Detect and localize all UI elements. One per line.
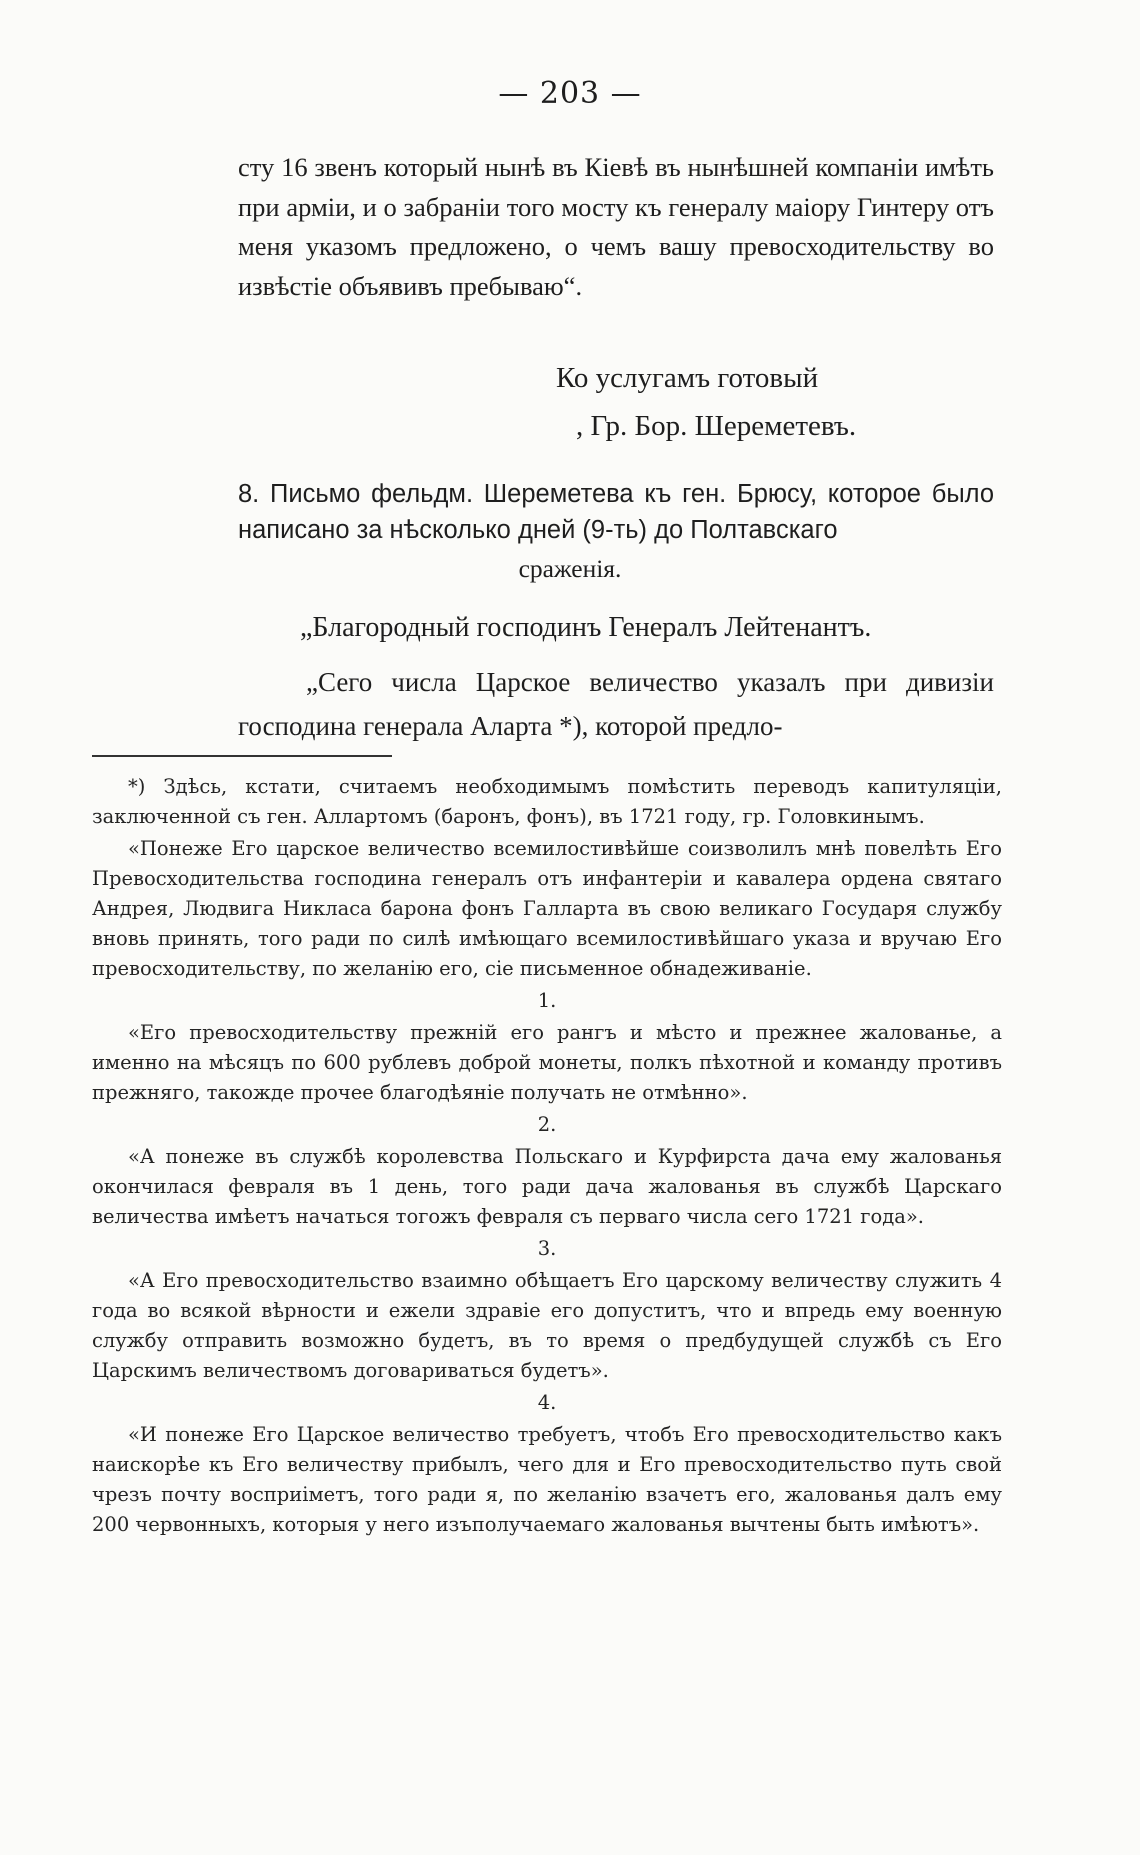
article-text: «Его превосходительству прежнiй его рангъ и мѣсто и прежнее жалованье, а именно на мѣсяцъ по 600 рублевъ доброй монеты, полкъ пѣхотной и команду противъ прежняго, такожде прочее благодѣянiе получать не отмѣнно».	[92, 1021, 1002, 1104]
footnote-intro: *) Здѣсь, кстати, считаемъ необходимымъ помѣстить переводъ капитуляцiи, заключенной съ ген. Аллартомъ (баронъ, фонъ), въ 1721 году, гр. Головкинымъ.	[92, 775, 1002, 828]
section-heading: 8. Письмо фельдм. Шереметева къ ген. Брюсу, которое было написано за нѣсколько дней (9-ть) до Полтавскаго	[238, 480, 994, 544]
signature-name: , Гр. Бор. Шереметевъ.	[576, 410, 857, 442]
article-number: 4.	[537, 1391, 557, 1414]
signature-closing: Ко услугамъ готовый	[556, 362, 819, 394]
section-heading-end: сраженiя.	[518, 554, 622, 583]
letter-body	[238, 148, 994, 306]
footnote-divider	[92, 755, 392, 757]
article-text: «И понеже Его Царское величество требуетъ, чтобъ Его превосходительство какъ наискорѣе къ Его величеству прибылъ, чего для и Его превосходительство путь свой чрезъ почту восприiметъ, того ради я, по желанiю взачетъ его, жалованья далъ ему 200 червонныхъ, которыя у него изъполучаемаго жалованья вычтены быть имѣютъ».	[92, 1423, 1002, 1536]
footnote	[92, 772, 1002, 1542]
article-number: 1.	[537, 989, 557, 1012]
letter2-body: „Сего числа Царское величество указалъ при дивизiи господина генерала Аларта *), которой предло-	[238, 667, 994, 741]
letter-salutation: „Благородный господинъ Генералъ Лейтенантъ.	[300, 612, 872, 643]
article-text: «А Его превосходительство взаимно обѣщаетъ Его царскому величеству служить 4 года во всякой вѣрности и ежели здравiе его допуститъ, что и впредь ему военную службу отправить возможно будетъ, въ то время о предбудущей службѣ съ Его Царскимъ величествомъ договариваться будетъ».	[92, 1269, 1002, 1382]
footnote-preamble: «Понеже Его царское величество всемилостивѣйше соизволилъ мнѣ повелѣть Его Превосходительства господина генералъ отъ инфантерiи и кавалера ордена святаго Андрея, Людвига Никласа барона фонъ Галларта въ свою великаго Государя службу вновь принять, того ради по силѣ имѣющаго всемилостивѣйшаго указа и вручаю Его превосходительству, по желанiю его, сiе письменное обнадеживанiе.	[92, 837, 1002, 980]
article-text: «А понеже въ службѣ королевства Польскаго и Курфирста дача ему жалованья окончилася февраля въ 1 день, того ради дача жалованья въ службѣ Царскаго величества имѣетъ начаться тогожъ февраля съ перваго числа сего 1721 года».	[92, 1145, 1002, 1228]
letter-paragraph: сту 16 звенъ который нынѣ въ Кiевѣ въ нынѣшней компанiи имѣть при армiи, и о забранiи того мосту къ генералу маiору Гинтеру отъ меня указомъ предложено, о чемъ вашу превосходительству во извѣстiе объявивъ пребываю“.	[238, 152, 994, 301]
article-number: 2.	[537, 1113, 557, 1136]
article-number: 3.	[537, 1237, 557, 1260]
page-number: — 203 —	[498, 76, 642, 111]
